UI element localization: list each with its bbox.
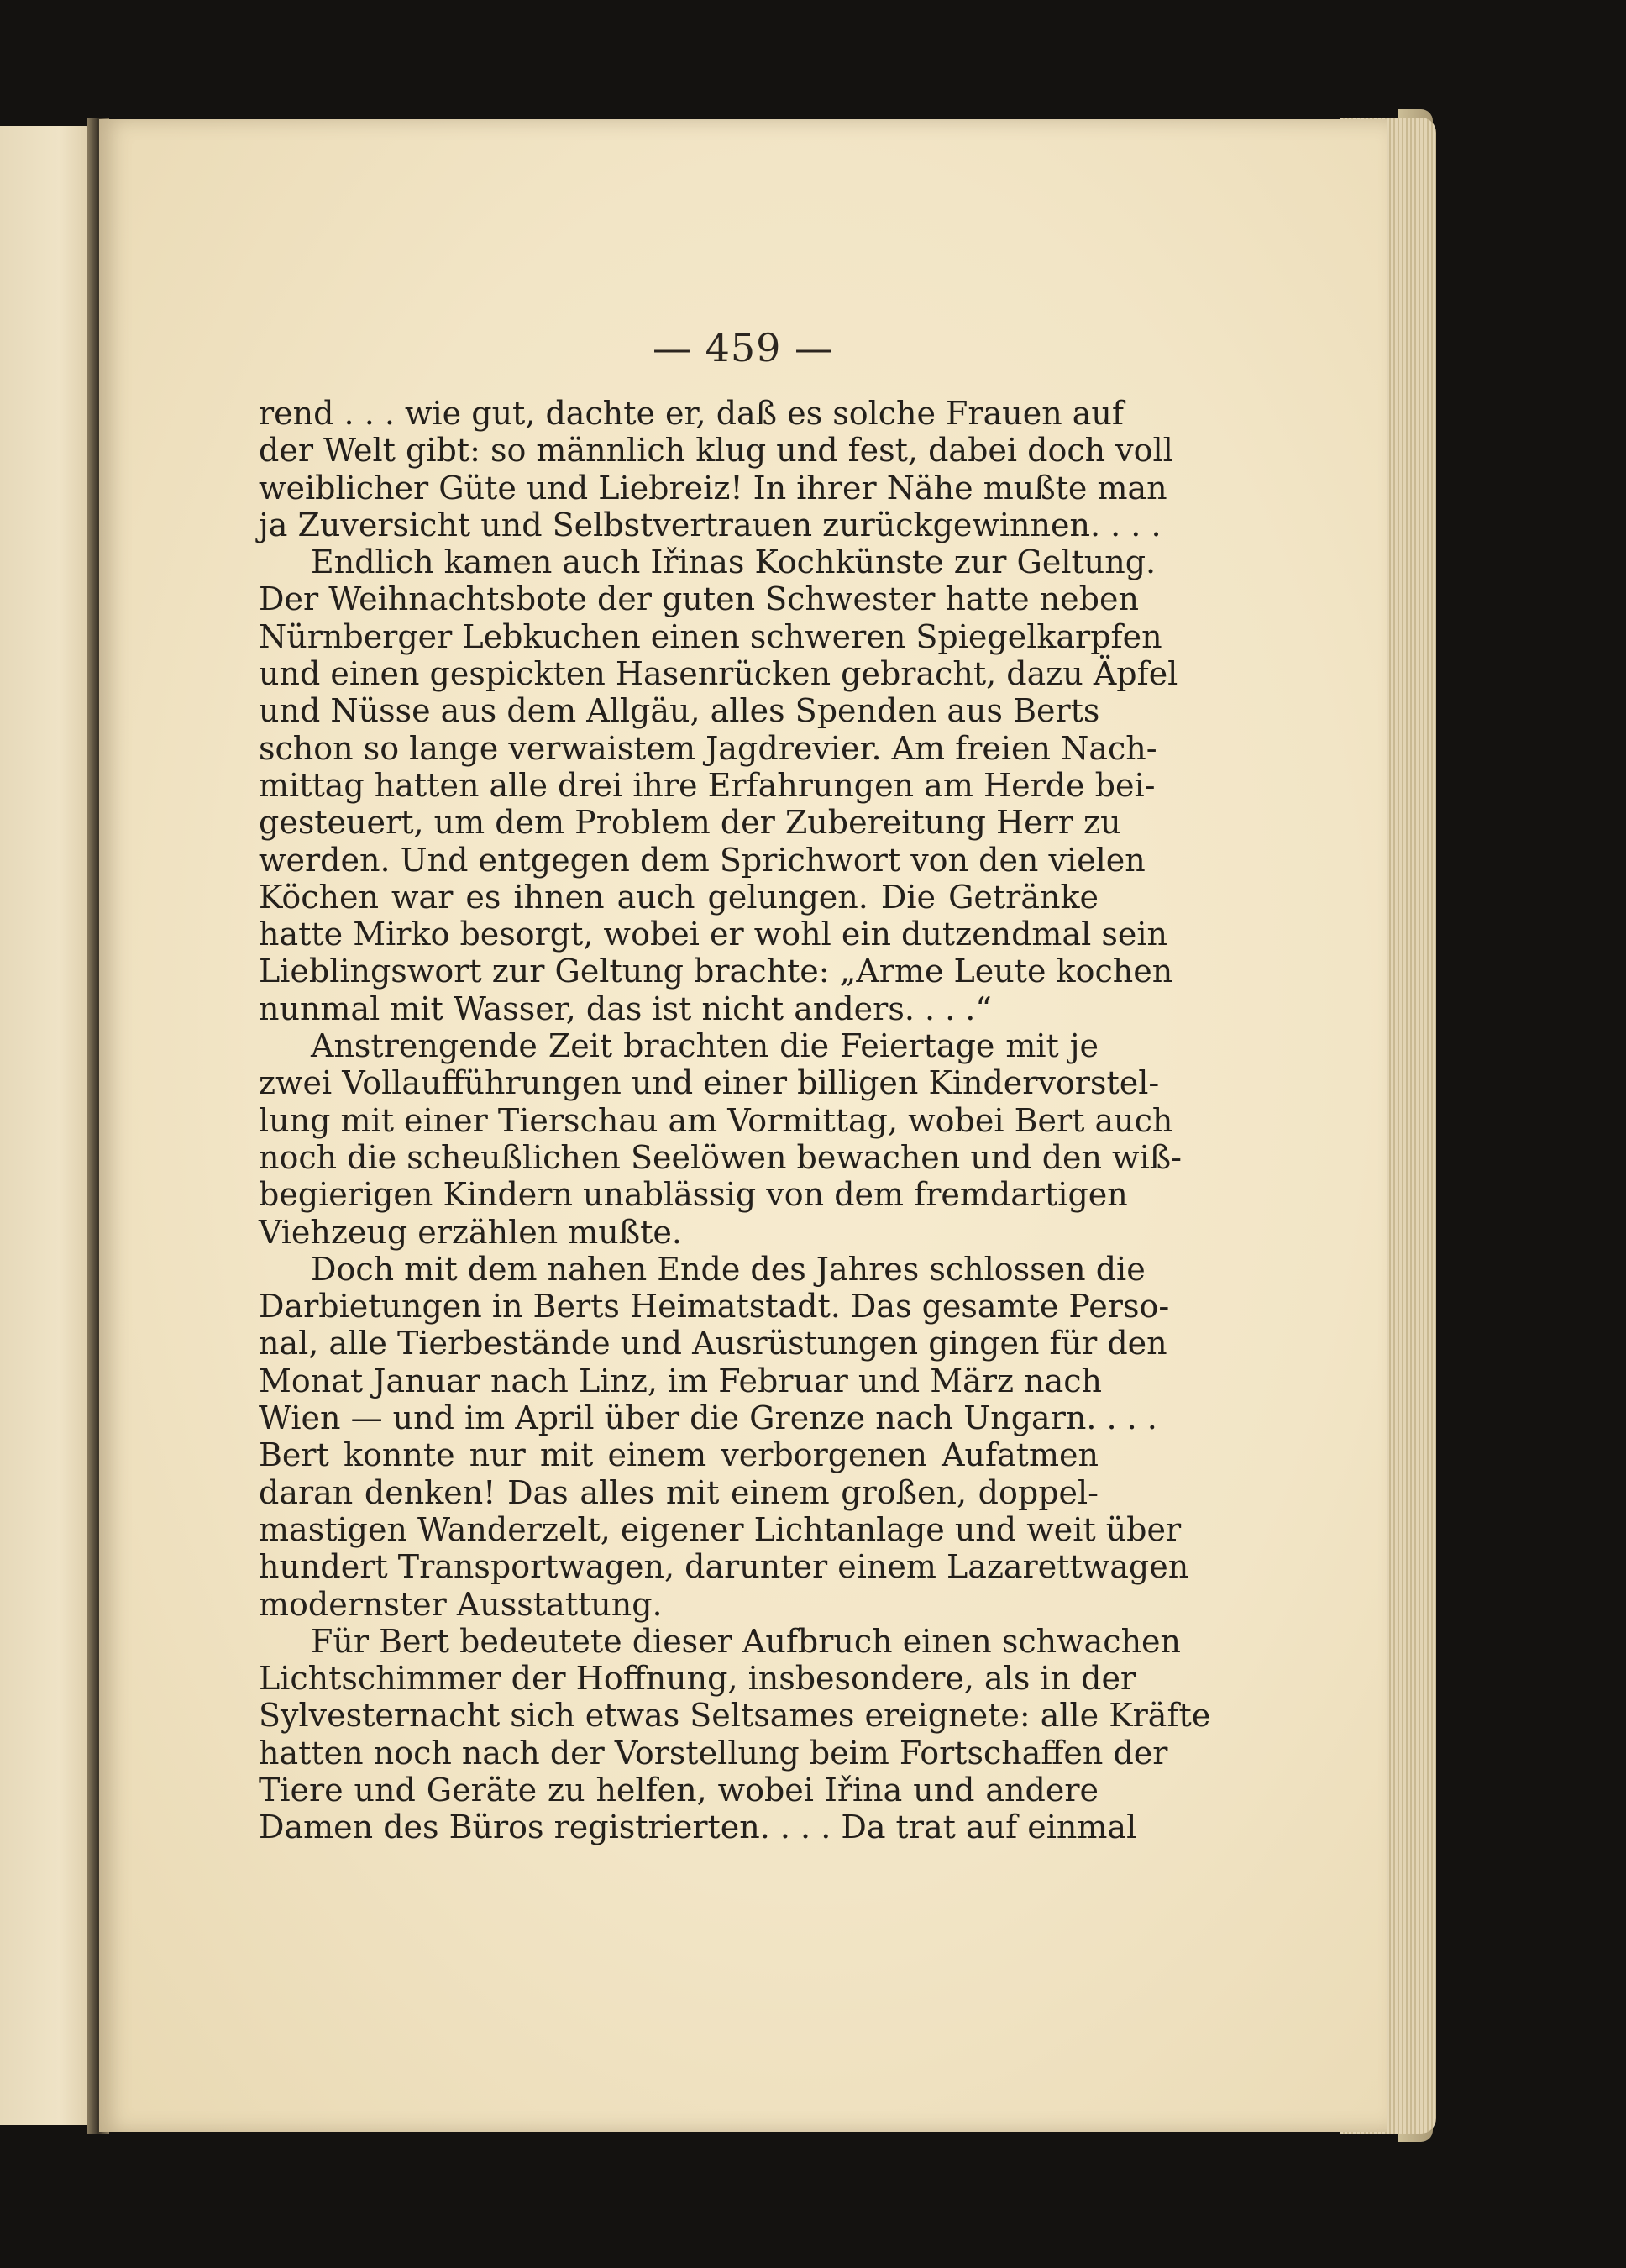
text-line: Sylvesternacht sich etwas Seltsames ereignete: alle Kräfte bbox=[259, 1697, 1211, 1735]
text-line: nal, alle Tierbestände und Ausrüstungen gingen für den bbox=[259, 1325, 1167, 1362]
text-line: Darbietungen in Berts Heimatstadt. Das gesamte Perso- bbox=[259, 1288, 1170, 1326]
text-line: Bert konnte nur mit einem verborgenen Aufatmen bbox=[259, 1436, 1099, 1474]
text-line: Damen des Büros registrierten. . . . Da trat auf einmal bbox=[259, 1809, 1137, 1846]
text-line: daran denken! Das alles mit einem großen, doppel- bbox=[259, 1473, 1099, 1511]
text-line: Köchen war es ihnen auch gelungen. Die Getränke bbox=[259, 878, 1099, 916]
text-line: weiblicher Güte und Liebreiz! In ihrer Nähe mußte man bbox=[259, 469, 1167, 507]
text-line: hundert Transportwagen, darunter einem Lazarettwagen bbox=[259, 1548, 1189, 1586]
body-text bbox=[259, 395, 1211, 1846]
text-line: Lichtschimmer der Hoffnung, insbesondere, als in der bbox=[259, 1660, 1136, 1698]
left-page-edge bbox=[0, 126, 99, 2125]
text-line: Für Bert bedeutete dieser Aufbruch einen schwachen bbox=[311, 1622, 1182, 1660]
text-line: Endlich kamen auch Iřinas Kochkünste zur Geltung. bbox=[311, 543, 1157, 581]
text-line: rend . . . wie gut, dachte er, daß es solche Frauen auf bbox=[259, 395, 1124, 432]
text-line: Viehzeug erzählen mußte. bbox=[259, 1213, 683, 1251]
text-line: mittag hatten alle drei ihre Erfahrungen am Herde bei- bbox=[259, 766, 1156, 804]
text-line: und Nüsse aus dem Allgäu, alles Spenden aus Berts bbox=[259, 692, 1100, 730]
text-line: begierigen Kindern unablässig von dem fremdartigen bbox=[259, 1176, 1128, 1214]
text-line: schon so lange verwaistem Jagdrevier. Am freien Nach- bbox=[259, 729, 1157, 767]
text-line: hatte Mirko besorgt, wobei er wohl ein dutzendmal sein bbox=[259, 916, 1167, 953]
text-line: lung mit einer Tierschau am Vormittag, wobei Bert auch bbox=[259, 1101, 1173, 1139]
text-line: gesteuert, um dem Problem der Zubereitung Herr zu bbox=[259, 804, 1121, 842]
text-line: Lieblingswort zur Geltung brachte: „Arme Leute kochen bbox=[259, 953, 1173, 990]
text-line: nunmal mit Wasser, das ist nicht anders. . . .“ bbox=[259, 990, 992, 1027]
text-line: hatten noch nach der Vorstellung beim Fortschaffen der bbox=[259, 1734, 1168, 1772]
text-line: Tiere und Geräte zu helfen, wobei Iřina und andere bbox=[259, 1771, 1099, 1809]
text-line: modernster Ausstattung. bbox=[259, 1585, 663, 1623]
page-number: — 459 — bbox=[652, 325, 835, 370]
text-line: Anstrengende Zeit brachten die Feiertage mit je bbox=[311, 1027, 1099, 1065]
text-line: und einen gespickten Hasenrücken gebracht, dazu Äpfel bbox=[259, 655, 1178, 693]
text-line: noch die scheußlichen Seelöwen bewachen und den wiß- bbox=[259, 1138, 1182, 1176]
text-line: Nürnberger Lebkuchen einen schweren Spiegelkarpfen bbox=[259, 617, 1162, 655]
text-line: ja Zuversicht und Selbstvertrauen zurückgewinnen. . . . bbox=[259, 506, 1162, 543]
text-line: mastigen Wanderzelt, eigener Lichtanlage und weit über bbox=[259, 1510, 1182, 1548]
text-line: zwei Vollaufführungen und einer billigen Kindervorstel- bbox=[259, 1064, 1160, 1102]
text-line: Doch mit dem nahen Ende des Jahres schlossen die bbox=[311, 1250, 1146, 1288]
book-page bbox=[99, 119, 1387, 2132]
text-line: Monat Januar nach Linz, im Februar und März nach bbox=[259, 1362, 1102, 1399]
text-line: werden. Und entgegen dem Sprichwort von den vielen bbox=[259, 841, 1146, 879]
text-line: Wien — und im April über die Grenze nach Ungarn. . . . bbox=[259, 1399, 1157, 1437]
text-line: der Welt gibt: so männlich klug und fest, dabei doch voll bbox=[259, 432, 1173, 470]
text-line: Der Weihnachtsbote der guten Schwester hatte neben bbox=[259, 580, 1139, 618]
